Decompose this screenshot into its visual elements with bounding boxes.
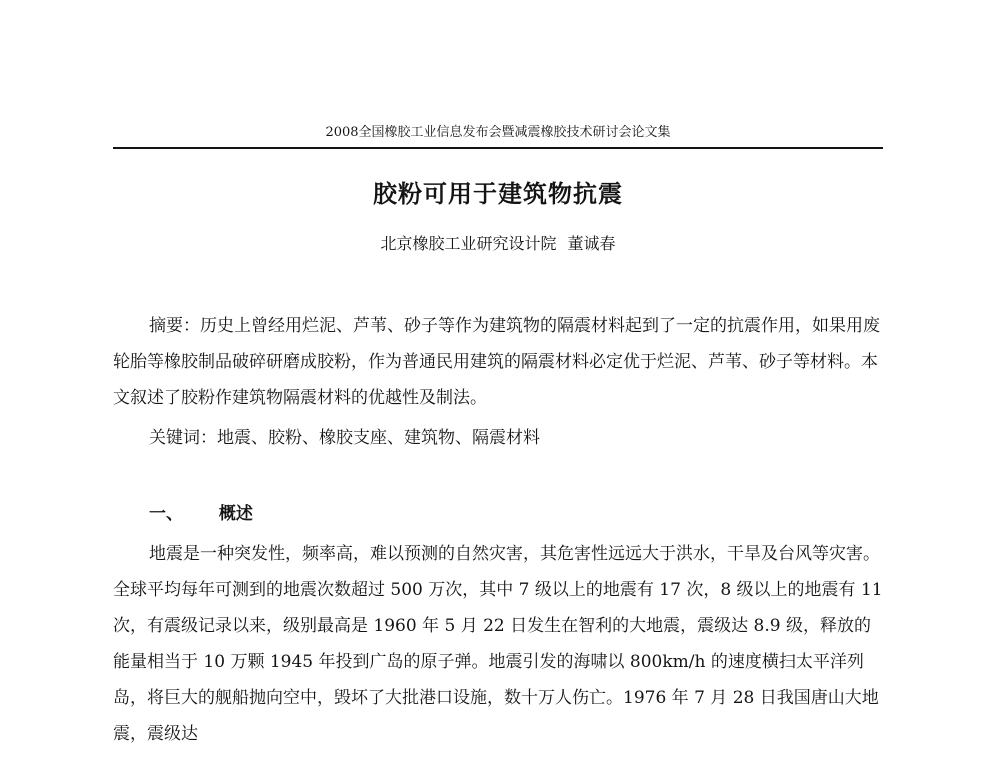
running-header: 2008全国橡胶工业信息发布会暨减震橡胶技术研讨会论文集 [325,125,671,140]
author-name: 董诚春 [567,234,616,253]
body-paragraph: 地震是一种突发性，频率高，难以预测的自然灾害，其危害性远远大于洪水，干旱及台风等灾害。全球平均每年可测到的地震次数超过 500 万次，其中 7 级以上的地震有 17 次，8 级以上的地震有 11 次，有震级记录以来，级别最高是 1960 年 5 月 22 日发生在智利的大地震，震级达 8.9 级，释放的能量相当于 10 万颗 1945 年投到广岛的原子弹。地震引发的海啸以 800km/h 的速度横扫太平洋列岛，将巨大的舰船抛向空中，毁坏了大批港口设施，数十万人伤亡。1976 年 7 月 28 日我国唐山大地震，震级达 [113,544,883,744]
author-affiliation: 北京橡胶工业研究设计院 [380,234,557,253]
keywords-line: 关键词：地震、胶粉、橡胶支座、建筑物、隔震材料 [149,428,540,448]
byline [113,232,883,256]
section-heading [149,498,253,530]
header-rule [113,147,883,149]
section-number: 一、 [149,504,183,524]
abstract-paragraph: 摘要：历史上曾经用烂泥、芦苇、砂子等作为建筑物的隔震材料起到了一定的抗震作用，如果用废轮胎等橡胶制品破碎研磨成胶粉，作为普通民用建筑的隔震材料必定优于烂泥、芦苇、砂子等材料。本文叙述了胶粉作建筑物隔震材料的优越性及制法。 [113,316,880,408]
section-title: 概述 [218,504,253,524]
article-title: 胶粉可用于建筑物抗震 [373,180,623,208]
